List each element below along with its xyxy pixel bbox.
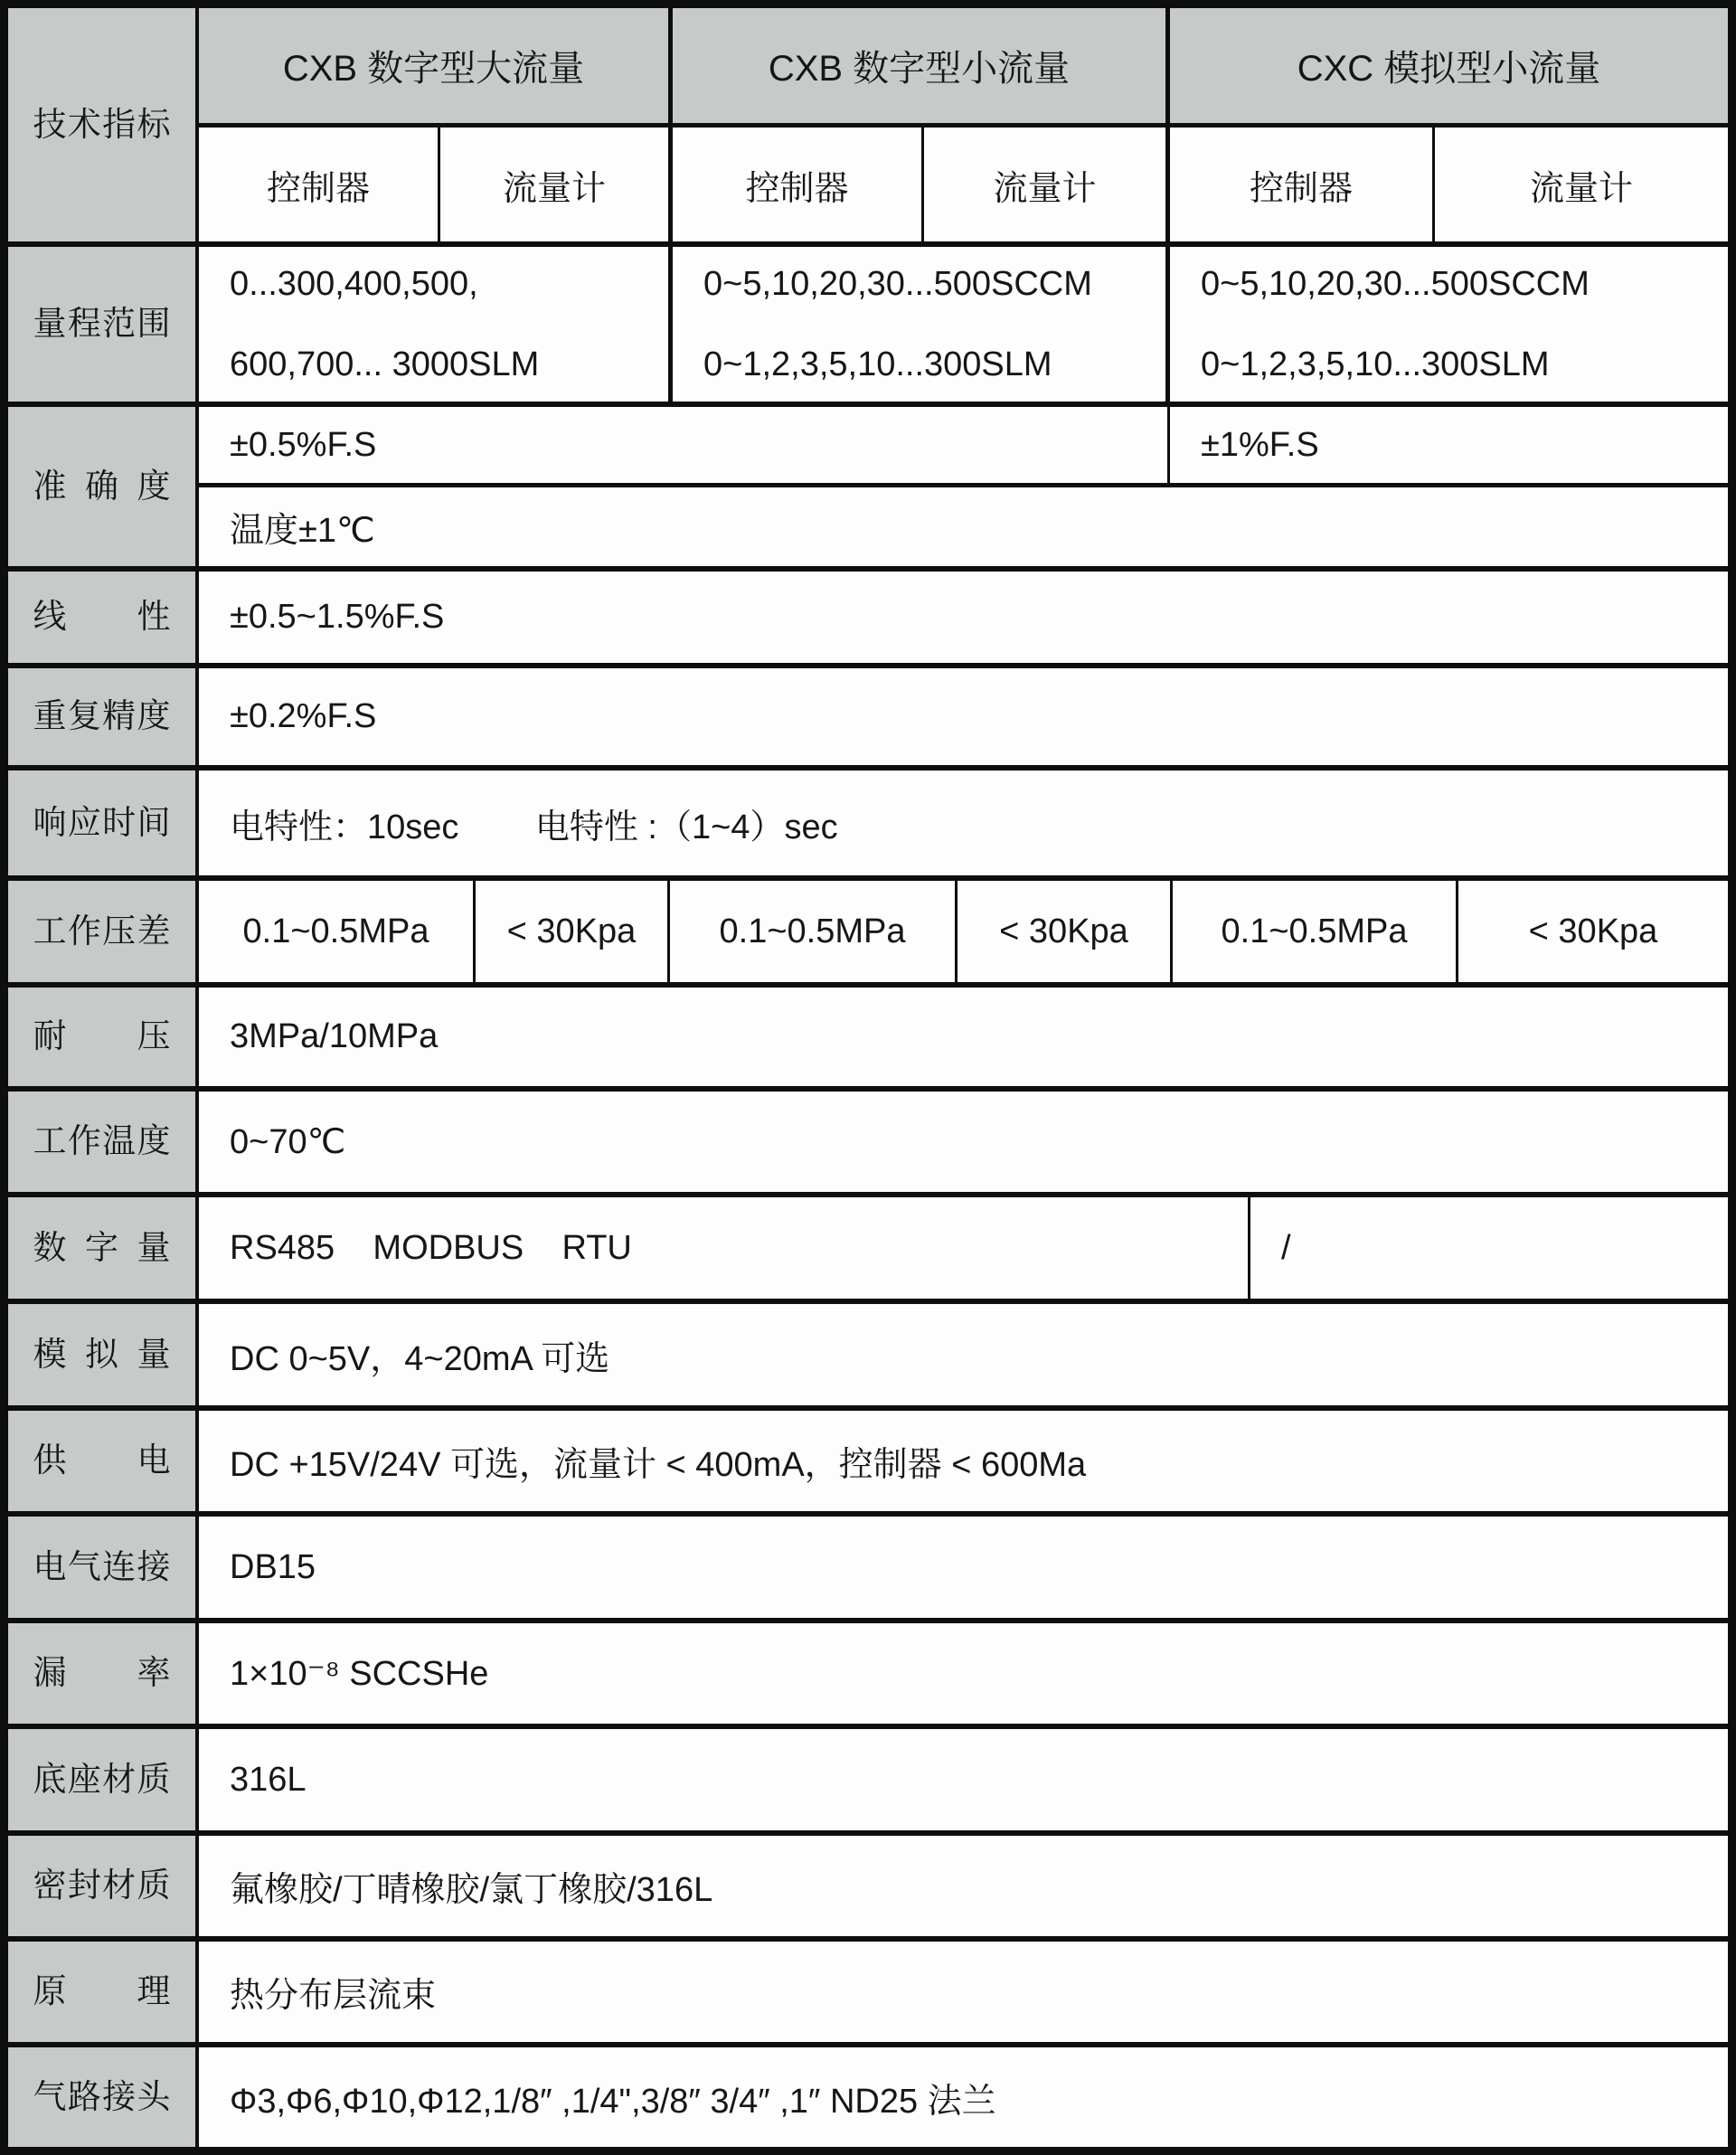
- working-temp-cell: [199, 1092, 1728, 1192]
- row-seal-material: [8, 1830, 1728, 1936]
- analog-value: DC 0~5V，4~20mA 可选: [230, 1339, 610, 1378]
- group-header-cxb-large: CXB 数字型大流量: [199, 8, 673, 123]
- row-base-material: [8, 1724, 1728, 1830]
- row-power: [8, 1405, 1728, 1511]
- row-label-cell: [8, 1836, 199, 1936]
- seal-material-value: 氟橡胶/丁晴橡胶/氯丁橡胶/316L: [230, 1871, 713, 1909]
- digital-cxc-value: /: [1281, 1228, 1291, 1267]
- row-electrical: [8, 1511, 1728, 1618]
- analog-cell: [199, 1304, 1728, 1405]
- base-material-cell: [199, 1729, 1728, 1830]
- row-repeatability: [8, 663, 1728, 765]
- repeatability-value: ±0.2%F.S: [230, 697, 377, 735]
- principle-value: 热分布层流束: [230, 1977, 437, 2015]
- row-label: 供 电: [33, 1441, 171, 1479]
- row-label: 模 拟 量: [33, 1335, 171, 1373]
- accuracy-cxb-cell: [199, 407, 1170, 483]
- row-linearity: [8, 566, 1728, 663]
- row-label: 原 理: [33, 1972, 171, 2010]
- row-digital: [8, 1192, 1728, 1299]
- sub-header-controller: 控制器: [199, 128, 440, 241]
- pressure-diff-value: 0.1~0.5MPa: [719, 912, 906, 950]
- leak-rate-cell: [199, 1623, 1728, 1724]
- row-label: 准 确 度: [33, 467, 171, 505]
- repeatability-cell: [199, 668, 1728, 765]
- row-label-cell: [8, 407, 199, 566]
- row-label-cell: [8, 881, 199, 982]
- row-label-cell: [8, 1517, 199, 1618]
- power-cell: [199, 1411, 1728, 1511]
- range-line: 0~1,2,3,5,10...300SLM: [703, 345, 1052, 383]
- accuracy-cells: [199, 407, 1728, 566]
- row-label-cell: [8, 1623, 199, 1724]
- accuracy-flow-subrow: [199, 407, 1728, 483]
- row-principle: [8, 1936, 1728, 2042]
- sub-header-controller: 控制器: [1170, 128, 1435, 241]
- gas-connector-cell: [199, 2047, 1728, 2147]
- row-label: 响应时间: [33, 803, 171, 841]
- row-label-cell: [8, 247, 199, 402]
- pressure-diff-value: 0.1~0.5MPa: [242, 912, 429, 950]
- row-gas-connector: [8, 2042, 1728, 2147]
- row-label: 线 性: [33, 598, 171, 636]
- accuracy-cxc-cell: [1170, 407, 1728, 483]
- row-response-time: [8, 765, 1728, 875]
- accuracy-cxb-value: ±0.5%F.S: [230, 425, 377, 464]
- row-label-cell: [8, 988, 199, 1086]
- row-label-cell: [8, 1197, 199, 1299]
- seal-material-cell: [199, 1836, 1728, 1936]
- row-pressure-resistance: [8, 982, 1728, 1086]
- group-header-cxc-small: CXC 模拟型小流量: [1297, 49, 1601, 89]
- row-label: 重复精度: [33, 697, 171, 735]
- range-line: 600,700... 3000SLM: [230, 345, 540, 383]
- row-analog: [8, 1299, 1728, 1405]
- group-header-row: [199, 8, 1728, 123]
- base-material-value: 316L: [230, 1760, 307, 1799]
- accuracy-temp-subrow: [199, 483, 1728, 566]
- response-time-value: 电特性：10sec 电特性 :（1~4）sec: [230, 808, 838, 846]
- pressure-resistance-value: 3MPa/10MPa: [230, 1017, 439, 1055]
- row-accuracy: [8, 402, 1728, 566]
- header-columns: [199, 8, 1728, 241]
- row-label-cell: [8, 770, 199, 875]
- corner-label: 技术指标: [33, 105, 171, 143]
- pressure-diff-value: < 30Kpa: [999, 912, 1128, 950]
- pressure-diff-value: < 30Kpa: [506, 912, 637, 950]
- row-working-temp: [8, 1086, 1728, 1192]
- pressure-diff-cell: [199, 881, 476, 982]
- digital-cell: [199, 1197, 1250, 1299]
- sub-header-row: [199, 123, 1728, 241]
- row-label-cell: [8, 1411, 199, 1511]
- digital-cxc-cell: [1250, 1197, 1728, 1299]
- principle-cell: [199, 1942, 1728, 2042]
- leak-rate-value: 1×10⁻⁸ SCCSHe: [230, 1655, 489, 1693]
- row-label-cell: [8, 2047, 199, 2147]
- range-line: 0~5,10,20,30...500SCCM: [1201, 264, 1590, 303]
- gas-connector-value: Φ3,Φ6,Φ10,Φ12,1/8″ ,1/4",3/8″ 3/4″ ,1″ ND25 法兰: [230, 2082, 996, 2121]
- pressure-diff-cell: [476, 881, 670, 982]
- row-label: 耐 压: [33, 1017, 171, 1055]
- row-label: 气路接头: [33, 2077, 171, 2115]
- pressure-diff-cell: [958, 881, 1173, 982]
- row-label: 漏 率: [33, 1654, 171, 1692]
- range-line: 0~5,10,20,30...500SCCM: [703, 264, 1092, 303]
- accuracy-cxc-value: ±1%F.S: [1201, 425, 1319, 464]
- electrical-cell: [199, 1517, 1728, 1618]
- row-label: 底座材质: [33, 1760, 171, 1798]
- accuracy-temp-cell: [199, 487, 1728, 566]
- row-pressure-diff: [8, 875, 1728, 982]
- row-label-cell: [8, 668, 199, 765]
- range-cxb-large-cell: [199, 247, 673, 402]
- pressure-diff-value: 0.1~0.5MPa: [1221, 912, 1408, 950]
- pressure-diff-cell: [1458, 881, 1728, 982]
- pressure-diff-cell: [1173, 881, 1458, 982]
- working-temp-value: 0~70℃: [230, 1123, 346, 1161]
- row-label-cell: [8, 1729, 199, 1830]
- range-line: 0~1,2,3,5,10...300SLM: [1201, 345, 1550, 383]
- electrical-value: DB15: [230, 1547, 316, 1586]
- sub-header-flowmeter: 流量计: [924, 128, 1170, 241]
- response-time-cell: [199, 770, 1728, 875]
- pressure-diff-cell: [670, 881, 958, 982]
- digital-value: RS485 MODBUS RTU: [230, 1228, 632, 1267]
- row-label-cell: [8, 1092, 199, 1192]
- power-value: DC +15V/24V 可选，流量计 < 400mA，控制器 < 600Ma: [230, 1446, 1087, 1484]
- range-cxc-small-cell: [1170, 247, 1728, 402]
- row-label-cell: [8, 572, 199, 663]
- group-header-cxb-small: CXB 数字型小流量: [673, 8, 1170, 123]
- row-label-cell: [8, 1304, 199, 1405]
- pressure-resistance-cell: [199, 988, 1728, 1086]
- sub-header-controller: 控制器: [673, 128, 924, 241]
- row-label: 电气连接: [33, 1547, 171, 1585]
- linearity-cell: [199, 572, 1728, 663]
- row-range: [8, 241, 1728, 402]
- row-label: 工作压差: [33, 912, 171, 950]
- range-cxb-small-cell: [673, 247, 1170, 402]
- row-label: 工作温度: [33, 1122, 171, 1160]
- accuracy-temp-value: 温度±1℃: [230, 512, 375, 550]
- linearity-value: ±0.5~1.5%F.S: [230, 598, 445, 636]
- row-label-cell: [8, 1942, 199, 2042]
- header-row: [8, 8, 1728, 241]
- sub-header-flowmeter: 流量计: [1529, 169, 1633, 208]
- corner-cell: [8, 8, 199, 241]
- sub-header-flowmeter: 流量计: [440, 128, 673, 241]
- pressure-diff-value: < 30Kpa: [1528, 912, 1658, 950]
- row-leak-rate: [8, 1618, 1728, 1724]
- row-label: 密封材质: [33, 1867, 171, 1905]
- row-label: 量程范围: [33, 305, 171, 343]
- range-line: 0...300,400,500,: [230, 264, 478, 303]
- row-label: 数 字 量: [33, 1228, 171, 1266]
